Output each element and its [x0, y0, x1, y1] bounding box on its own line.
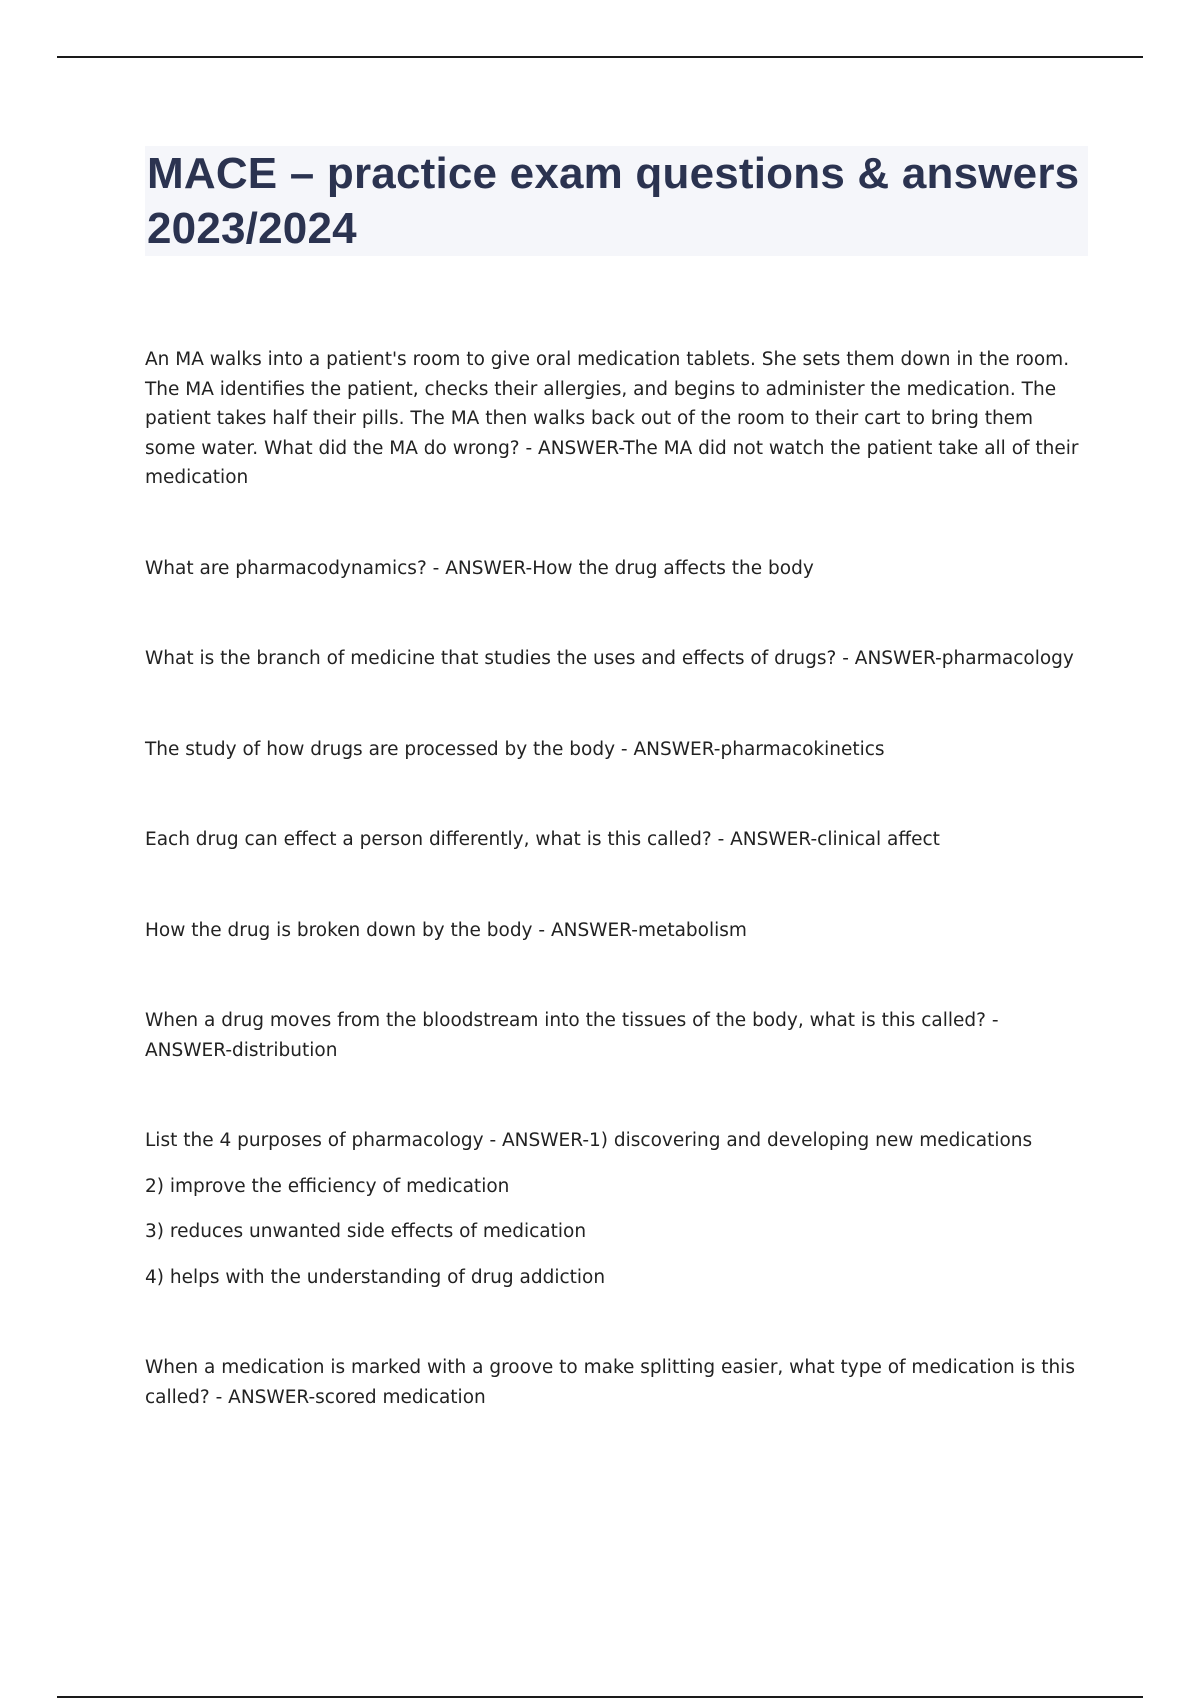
- qa-item: An MA walks into a patient's room to give oral medication tablets. She sets them down in the room. The MA identifies the patient, checks their allergies, and begins to administer the medication. The patient takes half their pills. The MA then walks back out of the room to their cart to bring them some water. What did the MA do wrong? - ANSWER-The MA did not watch the patient take all of their medication: [145, 349, 1079, 488]
- qa-item: List the 4 purposes of pharmacology - ANSWER-1) discovering and developing new medications: [145, 1130, 1033, 1151]
- top-rule: [57, 56, 1143, 58]
- qa-item: When a medication is marked with a groove to make splitting easier, what type of medication is this called? - ANSWER-scored medication: [145, 1357, 1075, 1408]
- purpose-item: 4) helps with the understanding of drug addiction: [145, 1266, 606, 1288]
- qa-content: [145, 345, 1085, 1412]
- qa-item: When a drug moves from the bloodstream into the tissues of the body, what is this called? - ANSWER-distribution: [145, 1010, 999, 1061]
- qa-item: How the drug is broken down by the body - ANSWER-metabolism: [145, 919, 747, 941]
- purpose-item: 2) improve the efficiency of medication: [145, 1175, 510, 1197]
- title-block: [145, 146, 1088, 256]
- bottom-rule: [57, 1696, 1143, 1698]
- qa-item: What is the branch of medicine that studies the uses and effects of drugs? - ANSWER-pharmacology: [145, 648, 1074, 669]
- document-title: MACE – practice exam questions & answers 2023/2024: [147, 149, 1080, 253]
- qa-item: The study of how drugs are processed by the body - ANSWER-pharmacokinetics: [145, 738, 885, 760]
- purpose-item: 3) reduces unwanted side effects of medication: [145, 1221, 587, 1242]
- qa-item: What are pharmacodynamics? - ANSWER-How the drug affects the body: [145, 557, 814, 579]
- qa-item: Each drug can effect a person differently, what is this called? - ANSWER-clinical affect: [145, 829, 940, 850]
